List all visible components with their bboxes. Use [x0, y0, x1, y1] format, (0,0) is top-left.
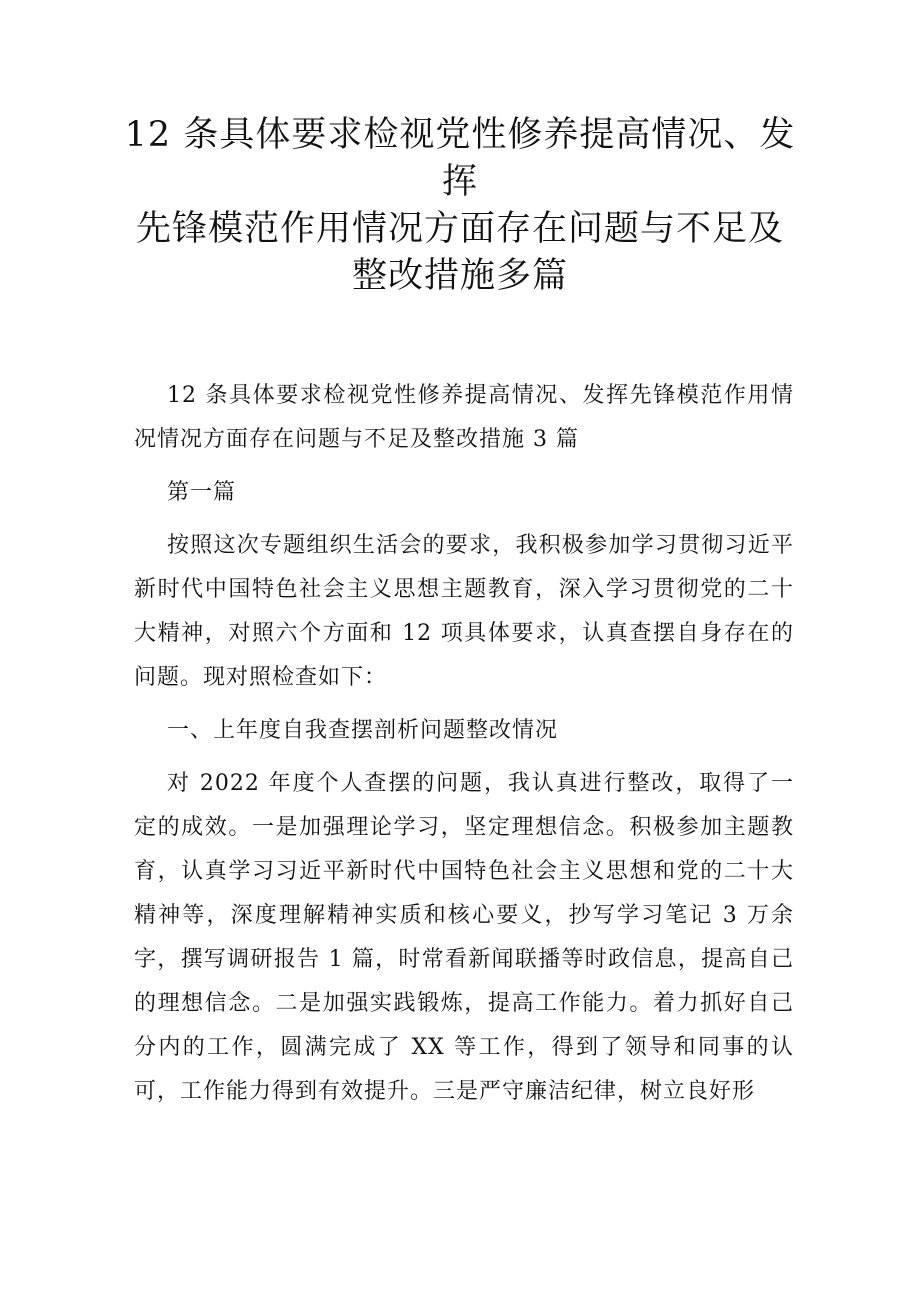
body-paragraph: 对 2022 年度个人查摆的问题，我认真进行整改，取得了一定的成效。一是加强理论学习，坚定理想信念。积极参加主题教育，认真学习习近平新时代中国特色社会主义思想和党的二十大精神等，深度理解精神实质和核心要义，抄写学习笔记 3 万余字，撰写调研报告 1 篇，时常看新闻联播等时政信息，提高自己的理想信念。二是加强实践锻炼，提高工作能力。着力抓好自己分内的工作，圆满完成了 XX 等工作，得到了领导和同事的认可，工作能力得到有效提升。三是严守廉洁纪律，树立良好形: [134, 771, 794, 1104]
document-body: [134, 374, 794, 1123]
section-label: 第一篇: [167, 480, 237, 505]
title-line: 挥: [441, 162, 478, 202]
body-paragraph: 按照这次专题组织生活会的要求，我积极参加学习贯彻习近平新时代中国特色社会主义思想主题教育，深入学习贯彻党的二十大精神，对照六个方面和 12 项具体要求，认真查摆自身存在的问题。现对照检查如下：: [134, 533, 794, 690]
title-line: 先锋模范作用情况方面存在问题与不足及: [135, 209, 784, 249]
title-line: 12 条具体要求检视党性修养提高情况、发: [124, 115, 796, 155]
title-line: 整改措施多篇: [351, 256, 568, 296]
intro-paragraph: 12 条具体要求检视党性修养提高情况、发挥先锋模范作用情况情况方面存在问题与不足及整改措施 3 篇: [134, 383, 794, 452]
document-title: [120, 112, 800, 300]
section-heading: 一、上年度自我查摆剖析问题整改情况: [167, 718, 559, 743]
